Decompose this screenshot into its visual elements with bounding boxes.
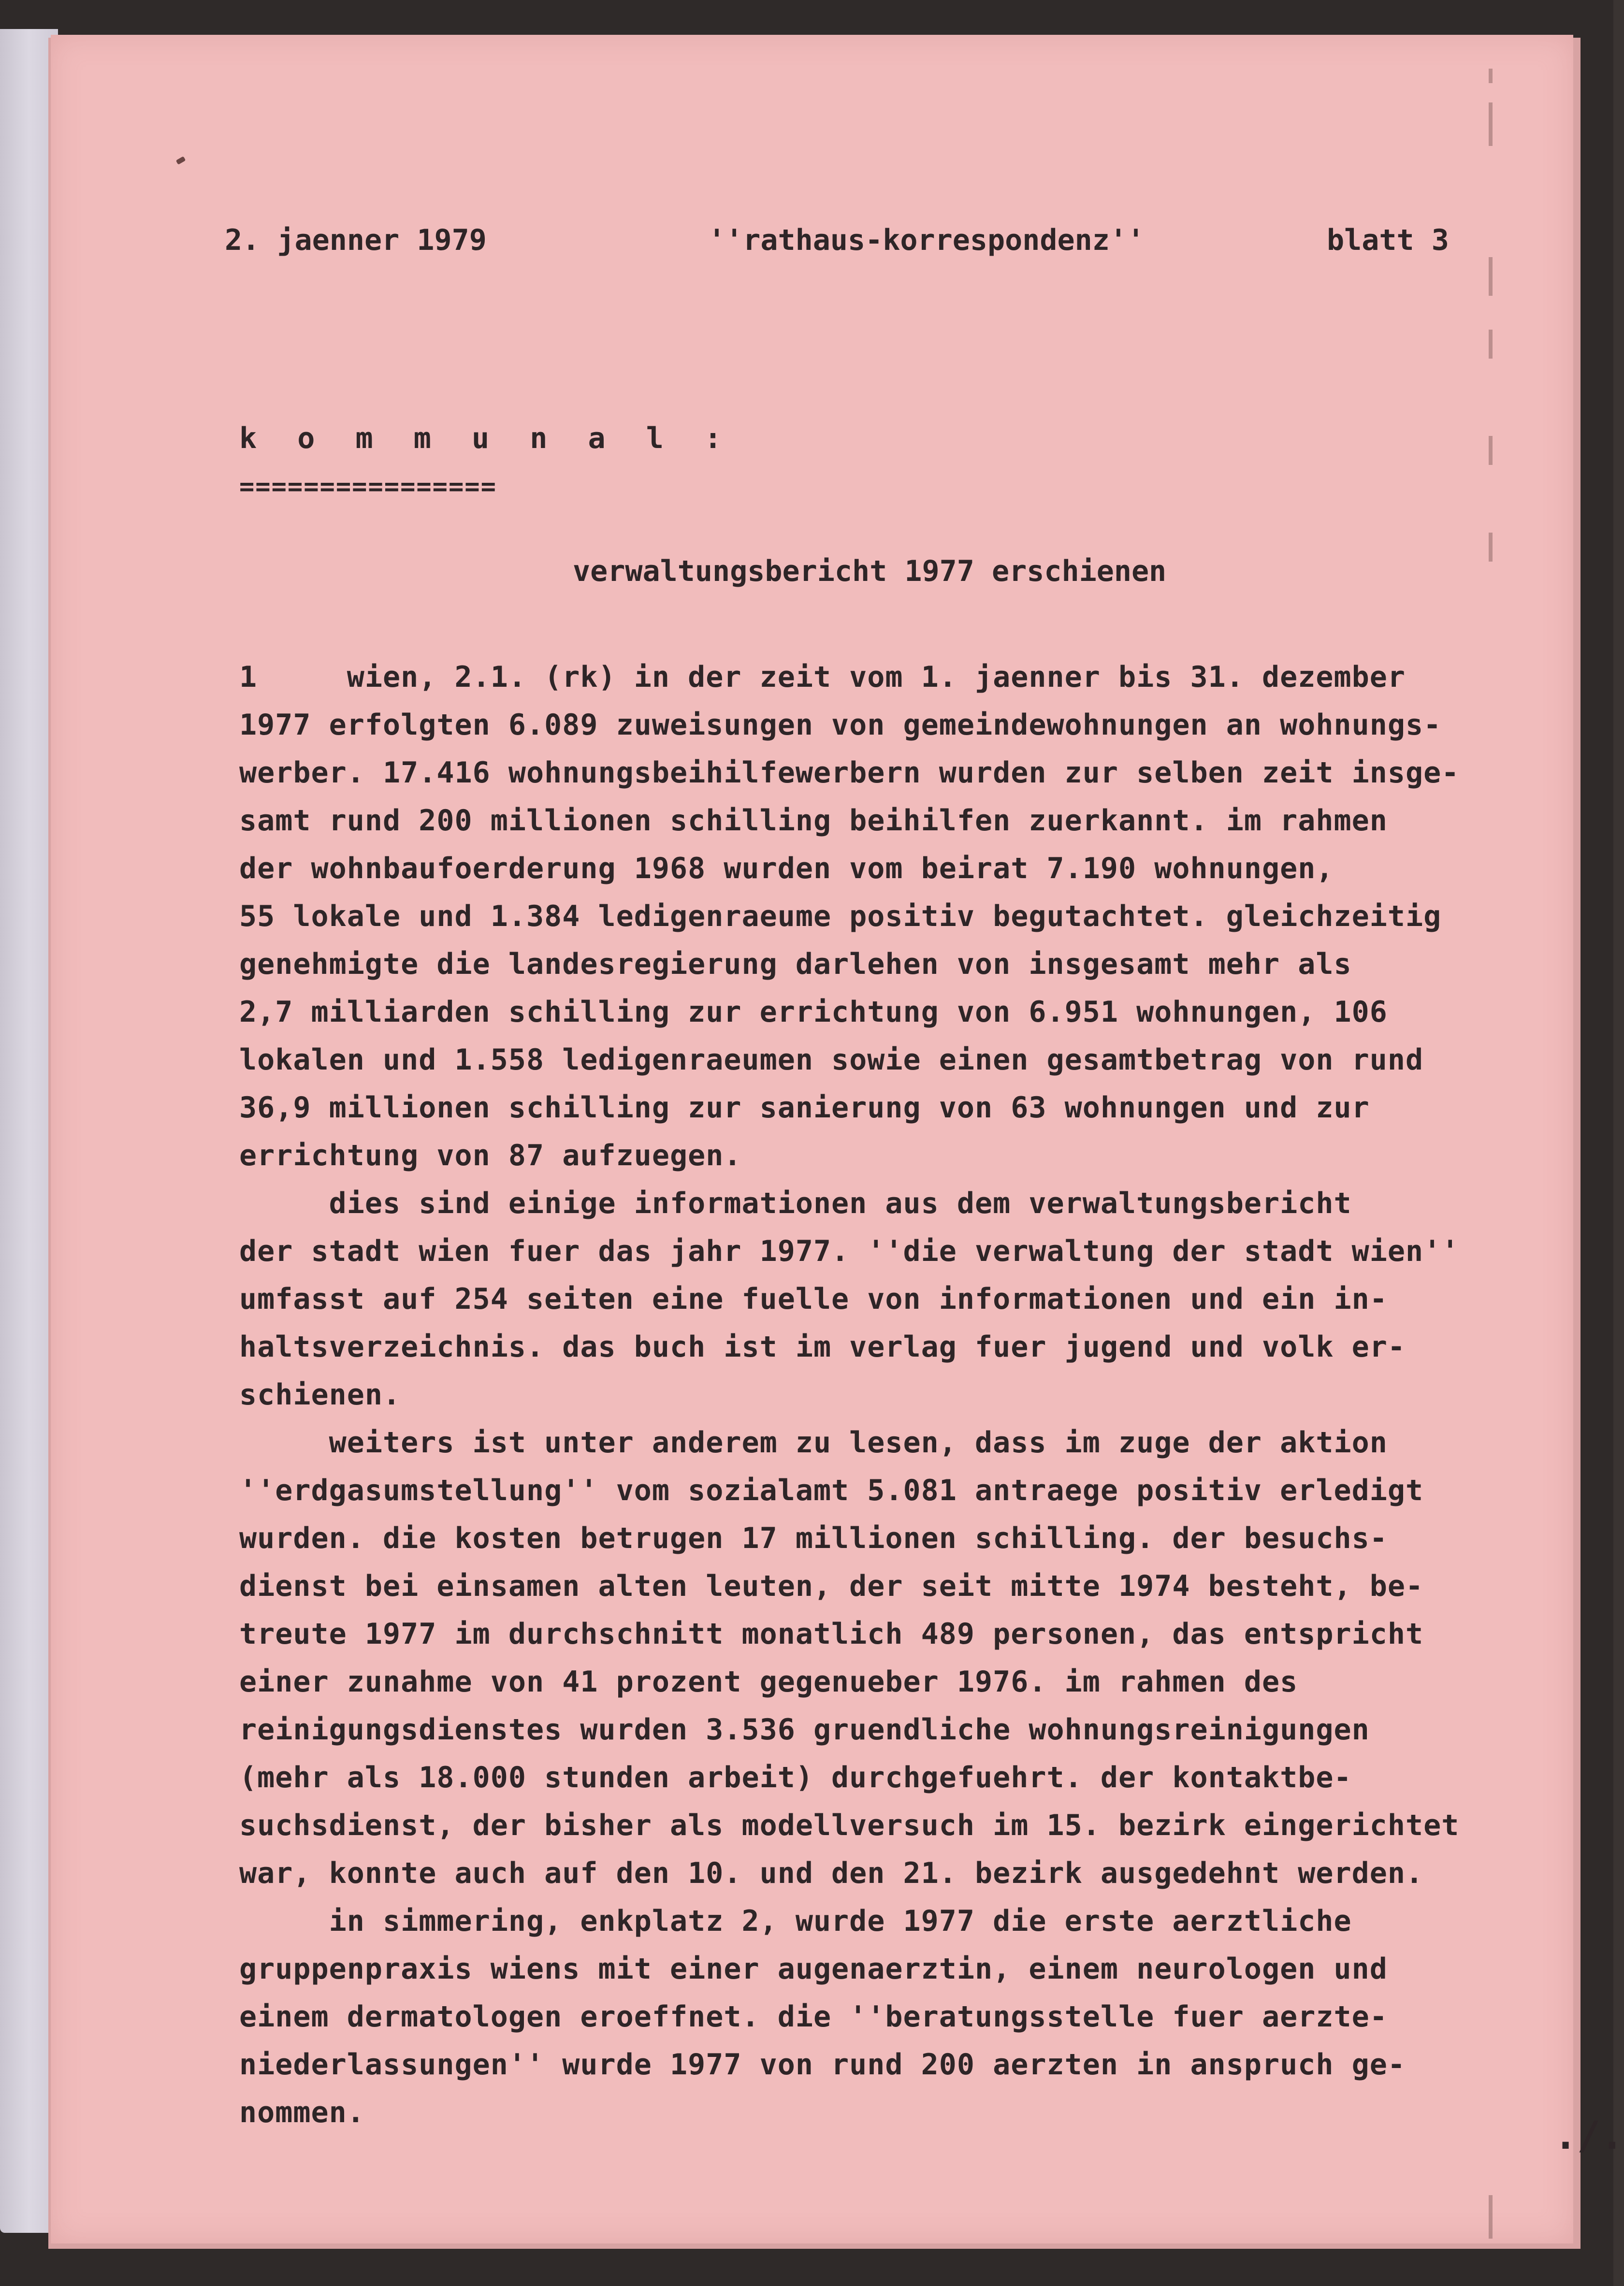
margin-mark: [1489, 2195, 1493, 2239]
header-publication: ''rathaus-korrespondenz'': [708, 223, 1145, 257]
body-line: schienen.: [239, 1378, 401, 1412]
body-line: dienst bei einsamen alten leuten, der seit mitte 1974 besteht, be-: [239, 1569, 1424, 1603]
body-line: suchsdienst, der bisher als modellversuch im 15. bezirk eingerichtet: [239, 1809, 1460, 1842]
header-date: 2. jaenner 1979: [225, 223, 487, 257]
section-title: k o m m u n a l :: [239, 421, 734, 455]
article-body: [239, 653, 1607, 2137]
body-line: war, konnte auch auf den 10. und den 21. bezirk ausgedehnt werden.: [239, 1856, 1424, 1890]
margin-mark: [1489, 102, 1493, 146]
body-line: werber. 17.416 wohnungsbeihilfewerbern wurden zur selben zeit insge-: [239, 756, 1460, 790]
document-page: [51, 35, 1624, 2243]
body-line: wurden. die kosten betrugen 17 millionen schilling. der besuchs-: [239, 1521, 1388, 1555]
body-line: 1 wien, 2.1. (rk) in der zeit vom 1. jaenner bis 31. dezember: [239, 660, 1406, 694]
body-line: ''erdgasumstellung'' vom sozialamt 5.081 antraege positiv erledigt: [239, 1474, 1424, 1507]
article-headline: verwaltungsbericht 1977 erschienen: [573, 554, 1167, 588]
body-line: 55 lokale und 1.384 ledigenraeume positiv begutachtet. gleichzeitig: [239, 899, 1442, 933]
margin-mark: [1489, 69, 1493, 83]
body-line: (mehr als 18.000 stunden arbeit) durchgefuehrt. der kontaktbe-: [239, 1761, 1352, 1794]
body-line: einer zunahme von 41 prozent gegenueber 1976. im rahmen des: [239, 1665, 1298, 1699]
body-line: lokalen und 1.558 ledigenraeumen sowie einen gesamtbetrag von rund: [239, 1043, 1424, 1077]
body-line: 2,7 milliarden schilling zur errichtung von 6.951 wohnungen, 106: [239, 995, 1388, 1029]
body-line: nommen.: [239, 2096, 365, 2129]
margin-mark: [1489, 257, 1493, 296]
body-line: 36,9 millionen schilling zur sanierung von 63 wohnungen und zur: [239, 1091, 1370, 1125]
body-line: 1977 erfolgten 6.089 zuweisungen von gemeindewohnungen an wohnungs-: [239, 708, 1442, 742]
continuation-mark: ./.: [1554, 2113, 1624, 2158]
body-line: weiters ist unter anderem zu lesen, dass im zuge der aktion: [239, 1426, 1388, 1460]
margin-mark: [1489, 330, 1493, 359]
header-page-number: blatt 3: [1327, 223, 1449, 257]
body-line: der wohnbaufoerderung 1968 wurden vom beirat 7.190 wohnungen,: [239, 852, 1334, 885]
body-line: gruppenpraxis wiens mit einer augenaerztin, einem neurologen und: [239, 1952, 1388, 1986]
body-line: reinigungsdienstes wurden 3.536 gruendliche wohnungsreinigungen: [239, 1713, 1370, 1747]
body-line: samt rund 200 millionen schilling beihilfen zuerkannt. im rahmen: [239, 804, 1388, 838]
body-line: dies sind einige informationen aus dem verwaltungsbericht: [239, 1186, 1352, 1220]
body-line: errichtung von 87 aufzuegen.: [239, 1139, 742, 1172]
body-line: umfasst auf 254 seiten eine fuelle von informationen und ein in-: [239, 1282, 1388, 1316]
section-underline: ================: [239, 472, 497, 501]
body-line: genehmigte die landesregierung darlehen von insgesamt mehr als: [239, 947, 1352, 981]
ink-mark: [176, 156, 186, 165]
body-line: treute 1977 im durchschnitt monatlich 489 personen, das entspricht: [239, 1617, 1424, 1651]
margin-mark: [1489, 533, 1493, 562]
body-line: der stadt wien fuer das jahr 1977. ''die verwaltung der stadt wien'': [239, 1234, 1460, 1268]
body-line: einem dermatologen eroeffnet. die ''beratungsstelle fuer aerzte-: [239, 2000, 1388, 2034]
body-line: haltsverzeichnis. das buch ist im verlag fuer jugend und volk er-: [239, 1330, 1406, 1364]
body-line: in simmering, enkplatz 2, wurde 1977 die erste aerztliche: [239, 1904, 1352, 1938]
margin-mark: [1489, 436, 1493, 465]
body-line: niederlassungen'' wurde 1977 von rund 200 aerzten in anspruch ge-: [239, 2048, 1406, 2082]
